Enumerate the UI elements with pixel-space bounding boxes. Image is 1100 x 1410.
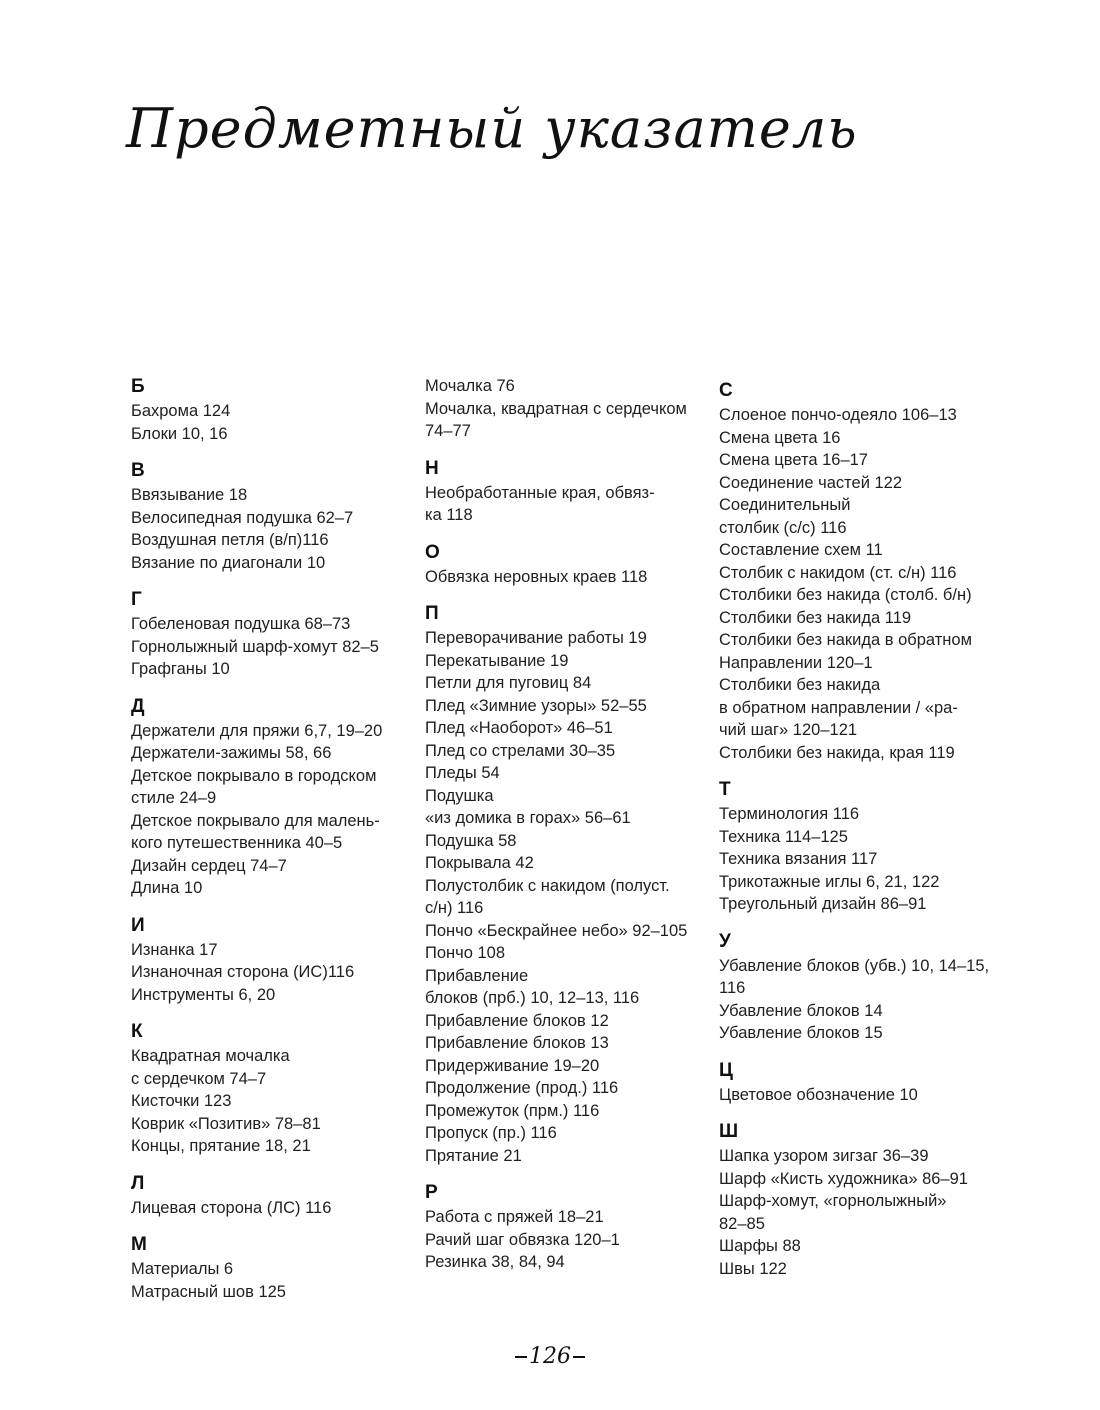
index-entry: Придерживание 19–20 <box>425 1056 600 1075</box>
index-entry: Горнолыжный шарф-хомут 82–5 <box>131 637 379 656</box>
index-entry: Убавление блоков 15 <box>719 1024 883 1042</box>
index-section <box>131 1020 416 1158</box>
index-entry: Пледы 54 <box>425 764 500 782</box>
index-letter-heading: Г <box>131 589 142 610</box>
index-letter-heading: Ц <box>719 1059 733 1081</box>
page-number: 126 <box>529 1344 571 1369</box>
index-section <box>719 379 1004 764</box>
index-entry: Столбики без накида (столб. б/н) <box>719 586 972 604</box>
index-entry: Швы 122 <box>719 1259 787 1278</box>
index-entry: Переворачивание работы 19 <box>425 629 647 647</box>
index-letter-heading: И <box>131 914 145 936</box>
index-entry: Промежуток (прм.) 116 <box>425 1101 600 1120</box>
index-entry: Терминология 116 <box>719 805 860 823</box>
index-entry: Перекатывание 19 <box>425 651 569 670</box>
index-section <box>131 459 416 574</box>
index-section <box>131 375 416 445</box>
index-entry: Продолжение (прод.) 116 <box>425 1079 619 1097</box>
index-entry: Столбики без накида в обратном Направлении 120–1 <box>719 631 972 672</box>
index-section <box>425 457 710 527</box>
index-entry: Шапка узором зигзаг 36–39 <box>719 1147 929 1165</box>
index-letter-heading: Т <box>719 779 731 800</box>
index-entry: Столбики без накида 119 <box>719 608 912 627</box>
index-entry: Покрывала 42 <box>425 854 534 872</box>
index-entry: Мочалка, квадратная с сердечком 74–77 <box>425 399 687 440</box>
index-entry: Слоеное пончо-одеяло 106–13 <box>719 406 957 424</box>
index-entry: Коврик «Позитив» 78–81 <box>131 1114 321 1133</box>
index-section <box>719 778 1004 916</box>
index-entry: Прибавление блоков (прб.) 10, 12–13, 116 <box>425 966 640 1007</box>
index-entry: Прятание 21 <box>425 1146 522 1165</box>
index-entry: Треугольный дизайн 86–91 <box>719 895 927 913</box>
index-entry: Детское покрывало для малень- кого путешественника 40–5 <box>131 811 380 852</box>
index-entry: Убавление блоков (убв.) 10, 14–15, 116 <box>719 956 990 997</box>
index-section <box>131 1233 416 1303</box>
index-letter-heading: В <box>131 460 145 481</box>
index-entry: Концы, прятание 18, 21 <box>131 1137 311 1155</box>
index-entry: Цветовое обозначение 10 <box>719 1085 918 1104</box>
index-letter-heading: П <box>425 603 439 624</box>
index-entry: Техника 114–125 <box>719 827 848 846</box>
index-entry: Полустолбик с накидом (полуст. с/н) 116 <box>425 876 670 917</box>
index-entry: Изнаночная сторона (ИС)116 <box>131 963 355 981</box>
index-entry: Мочалка 76 <box>425 377 515 395</box>
index-letter-heading: Н <box>425 457 439 479</box>
index-letter-heading: У <box>719 930 731 952</box>
index-entry: Дизайн сердец 74–7 <box>131 856 287 875</box>
index-entry: Квадратная мочалка с сердечком 74–7 <box>131 1047 290 1088</box>
index-letter-heading: О <box>425 541 440 563</box>
index-entry: Блоки 10, 16 <box>131 424 228 443</box>
index-section <box>131 695 416 900</box>
index-entry: Изнанка 17 <box>131 940 218 959</box>
index-entry: Смена цвета 16 <box>719 428 841 447</box>
index-entry: Вязание по диагонали 10 <box>131 553 326 572</box>
index-section <box>131 1172 416 1220</box>
index-entry: Материалы 6 <box>131 1260 234 1278</box>
index-entry: Резинка 38, 84, 94 <box>425 1253 565 1271</box>
index-entry: Обвязка неровных краев 118 <box>425 567 648 586</box>
index-column-3 <box>719 379 1004 1294</box>
index-letter-heading: Ш <box>719 1121 739 1142</box>
index-entry: Пончо «Бескрайнее небо» 92–105 <box>425 921 688 940</box>
index-entry: Пончо 108 <box>425 944 506 962</box>
index-entry: Матрасный шов 125 <box>131 1282 286 1301</box>
index-entry: Трикотажные иглы 6, 21, 122 <box>719 872 940 891</box>
index-entry: Смена цвета 16–17 <box>719 451 868 469</box>
index-column-1 <box>131 375 416 1317</box>
page-footer <box>0 1344 1100 1369</box>
index-entry: Лицевая сторона (ЛС) 116 <box>131 1198 332 1217</box>
index-entry: Работа с пряжей 18–21 <box>425 1208 604 1226</box>
index-entry: Рачий шаг обвязка 120–1 <box>425 1230 620 1249</box>
index-entry: Составление схем 11 <box>719 541 883 559</box>
index-letter-heading: Л <box>131 1172 145 1194</box>
index-section <box>131 588 416 681</box>
index-entry: Держатели для пряжи 6,7, 19–20 <box>131 721 383 740</box>
index-entry: Прибавление блоков 13 <box>425 1034 609 1052</box>
index-entry: Воздушная петля (в/п)116 <box>131 531 329 549</box>
index-entry: Подушка 58 <box>425 831 517 850</box>
index-section <box>425 375 710 443</box>
index-entry: Соединительный столбик (с/с) 116 <box>719 496 851 537</box>
index-section <box>719 930 1004 1045</box>
index-entry: Велосипедная подушка 62–7 <box>131 508 354 527</box>
index-entry: Столбик с накидом (ст. с/н) 116 <box>719 563 957 582</box>
footer-left-dash <box>515 1356 527 1358</box>
index-letter-heading: К <box>131 1021 143 1042</box>
index-entry: Убавление блоков 14 <box>719 1001 883 1020</box>
index-letter-heading: Б <box>131 376 145 397</box>
index-column-2 <box>425 375 710 1288</box>
index-letter-heading: С <box>719 380 733 401</box>
index-entry: Пропуск (пр.) 116 <box>425 1124 557 1142</box>
index-entry: Плед со стрелами 30–35 <box>425 741 616 760</box>
index-entry: Инструменты 6, 20 <box>131 985 276 1004</box>
index-entry: Шарфы 88 <box>719 1237 801 1255</box>
index-section <box>425 1181 710 1274</box>
index-entry: Кисточки 123 <box>131 1092 232 1110</box>
index-entry: Шарф-хомут, «горнолыжный» 82–85 <box>719 1192 947 1233</box>
index-entry: Подушка «из домика в горах» 56–61 <box>425 786 631 827</box>
index-section <box>425 541 710 589</box>
index-section <box>425 602 710 1167</box>
index-letter-heading: Д <box>131 695 145 717</box>
index-section <box>131 914 416 1007</box>
index-entry: Ввязывание 18 <box>131 486 248 504</box>
index-entry: Столбики без накида в обратном направлении / «ра- чий шаг» 120–121 <box>719 676 958 739</box>
index-entry: Держатели-зажимы 58, 66 <box>131 744 332 762</box>
index-entry: Плед «Наоборот» 46–51 <box>425 719 613 737</box>
index-entry: Плед «Зимние узоры» 52–55 <box>425 696 647 715</box>
page-title: Предметный указатель <box>126 97 858 160</box>
index-letter-heading: М <box>131 1234 147 1255</box>
index-entry: Прибавление блоков 12 <box>425 1011 609 1030</box>
index-section <box>719 1120 1004 1280</box>
index-entry: Бахрома 124 <box>131 402 231 420</box>
index-entry: Техника вязания 117 <box>719 850 878 868</box>
index-entry: Длина 10 <box>131 879 203 897</box>
footer-right-dash <box>573 1356 585 1358</box>
index-entry: Графганы 10 <box>131 660 230 678</box>
index-entry: Петли для пуговиц 84 <box>425 674 592 692</box>
index-entry: Гобеленовая подушка 68–73 <box>131 615 351 633</box>
index-entry: Соединение частей 122 <box>719 473 903 492</box>
index-entry: Столбики без накида, края 119 <box>719 743 955 762</box>
index-entry: Шарф «Кисть художника» 86–91 <box>719 1169 968 1188</box>
index-section <box>719 1059 1004 1107</box>
index-entry: Детское покрывало в городском стиле 24–9 <box>131 766 377 807</box>
index-letter-heading: Р <box>425 1182 438 1203</box>
index-entry: Необработанные края, обвяз- ка 118 <box>425 483 655 524</box>
